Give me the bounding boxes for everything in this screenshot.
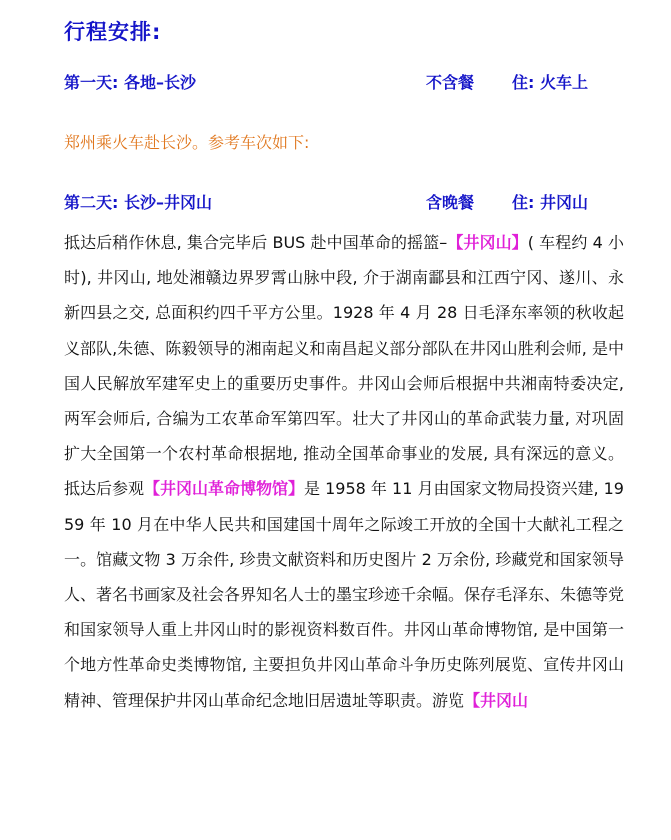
- section-title: 行程安排:: [64, 20, 162, 44]
- day2-meal: 含晚餐: [426, 193, 475, 212]
- day2-text-part2: ( 车程约 4 小时), 井冈山, 地处湘赣边界罗霄山脉中段, 介于湖南酃县和江西宁冈、遂川、永新四县之交, 总面积约四千平方公里。1928 年 4 月 28 日毛泽东率领的秋收起义部队,朱德、陈毅领导的湘南起义和南昌起义部分部队在井冈山胜利会师, 是中国人民解放军建军史上的重要历史事件。井冈山会师后根据中共湘南特委决定, 两军会师后, 合编为工农革命军第四军。壮大了井冈山的革命武装力量, 对巩固扩大全国第一个农村革命根据地, 推动全国革命事业的发展, 具有深远的意义。抵达后参观: [64, 233, 624, 499]
- day2-header: [64, 190, 624, 214]
- day2-description: [64, 225, 624, 718]
- museum-highlight: 【井冈山革命博物馆】: [144, 479, 305, 499]
- day1-note: 郑州乘火车赴长沙。参考车次如下:: [64, 133, 310, 152]
- day2-text-part1: 抵达后稍作休息, 集合完毕后 BUS 赴中国革命的摇篮–: [64, 233, 448, 252]
- day2-stay: 住: 井冈山: [512, 193, 588, 212]
- day1-stay: 住: 火车上: [512, 73, 588, 92]
- day2-route: 第二天: 长沙–井冈山: [64, 193, 212, 212]
- day2-text-part3: 是 1958 年 11 月由国家文物局投资兴建, 1959 年 10 月在中华人民共和国建国十周年之际竣工开放的全国十大献礼工程之一。馆藏文物 3 万余件, 珍贵文献资料和历史图片 2 万余份, 珍藏党和国家领导人、著名书画家及社会各界知名人士的墨宝珍迹千余幅。保存毛泽东、朱德等党和国家领导人重上井冈山时的影视资料数百件。井冈山革命博物馆, 是中国第一个地方性革命史类博物馆, 主要担负井冈山革命斗争历史陈列展览、宣传井冈山精神、管理保护井冈山革命纪念地旧居遗址等职责。游览: [64, 479, 625, 710]
- jinggangshan-tour-highlight: 【井冈山: [464, 690, 529, 710]
- day1-route: 第一天: 各地–长沙: [64, 73, 196, 92]
- day1-meal: 不含餐: [426, 73, 475, 92]
- jinggangshan-highlight: 【井冈山】: [447, 233, 528, 252]
- day1-header: [64, 70, 624, 94]
